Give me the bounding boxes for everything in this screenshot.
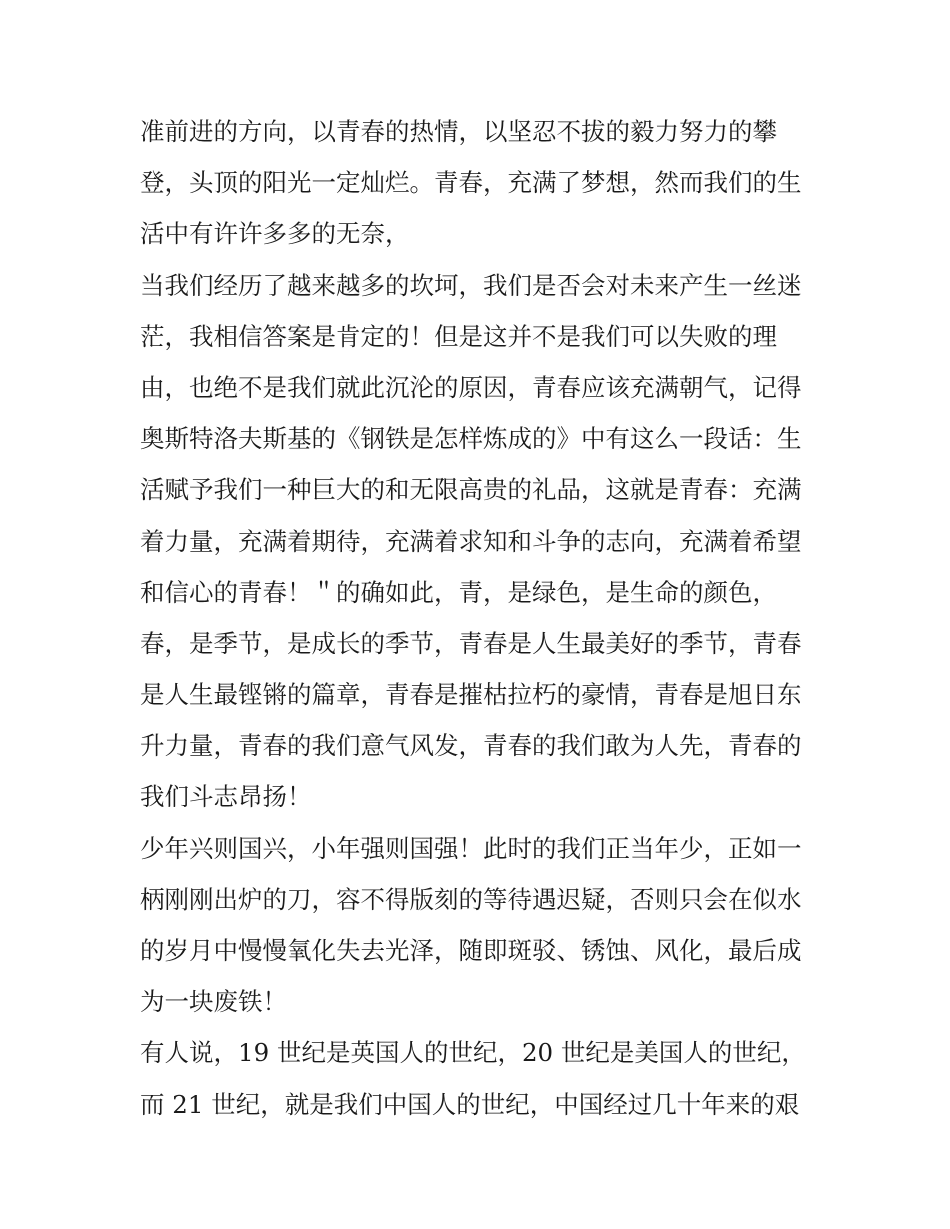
- text-line: 活中有许许多多的无奈，: [140, 219, 410, 249]
- text-line: 当我们经历了越来越多的坎坷，我们是否会对未来产生一丝迷: [140, 270, 802, 300]
- text-line: 准前进的方向，以青春的热情，以坚忍不拔的毅力努力的攀: [140, 117, 777, 146]
- text-line: 而 21 世纪，就是我们中国人的世纪，中国经过几十年来的艰: [140, 1089, 800, 1119]
- text-line: 活赋予我们一种巨大的和无限高贵的礼品，这就是青春：充满: [140, 475, 802, 505]
- text-line: 是人生最铿锵的篇章，青春是摧枯拉朽的豪情，青春是旭日东: [140, 680, 802, 710]
- text-line: 的岁月中慢慢氧化失去光泽，随即斑驳、锈蚀、风化，最后成: [140, 936, 802, 965]
- text-line: 柄刚刚出炉的刀，容不得版刻的等待遇迟疑，否则只会在似水: [140, 884, 802, 914]
- text-line: 和信心的青春！＂的确如此，青，是绿色，是生命的颜色，: [140, 577, 777, 607]
- text-line: 有人说，19 世纪是英国人的世纪，20 世纪是美国人的世纪，: [140, 1038, 806, 1068]
- body-text: [140, 106, 830, 1130]
- text-line: 茫，我相信答案是肯定的！但是这并不是我们可以失败的理: [140, 321, 777, 351]
- text-line: 为一块废铁！: [140, 987, 287, 1017]
- text-line: 登，头顶的阳光一定灿烂。青春，充满了梦想，然而我们的生: [140, 168, 802, 198]
- text-line: 由，也绝不是我们就此沉沦的原因，青春应该充满朝气，记得: [140, 372, 802, 402]
- text-line: 奥斯特洛夫斯基的《钢铁是怎样炼成的》中有这么一段话：生: [140, 424, 802, 454]
- text-line: 升力量，青春的我们意气风发，青春的我们敢为人先，青春的: [140, 731, 802, 761]
- text-line: 着力量，充满着期待，充满着求知和斗争的志向，充满着希望: [140, 526, 802, 556]
- text-line: 春，是季节，是成长的季节，青春是人生最美好的季节，青春: [140, 628, 802, 658]
- text-line: 少年兴则国兴，小年强则国强！此时的我们正当年少，正如一: [140, 833, 802, 863]
- text-line: 我们斗志昂扬！: [140, 782, 312, 812]
